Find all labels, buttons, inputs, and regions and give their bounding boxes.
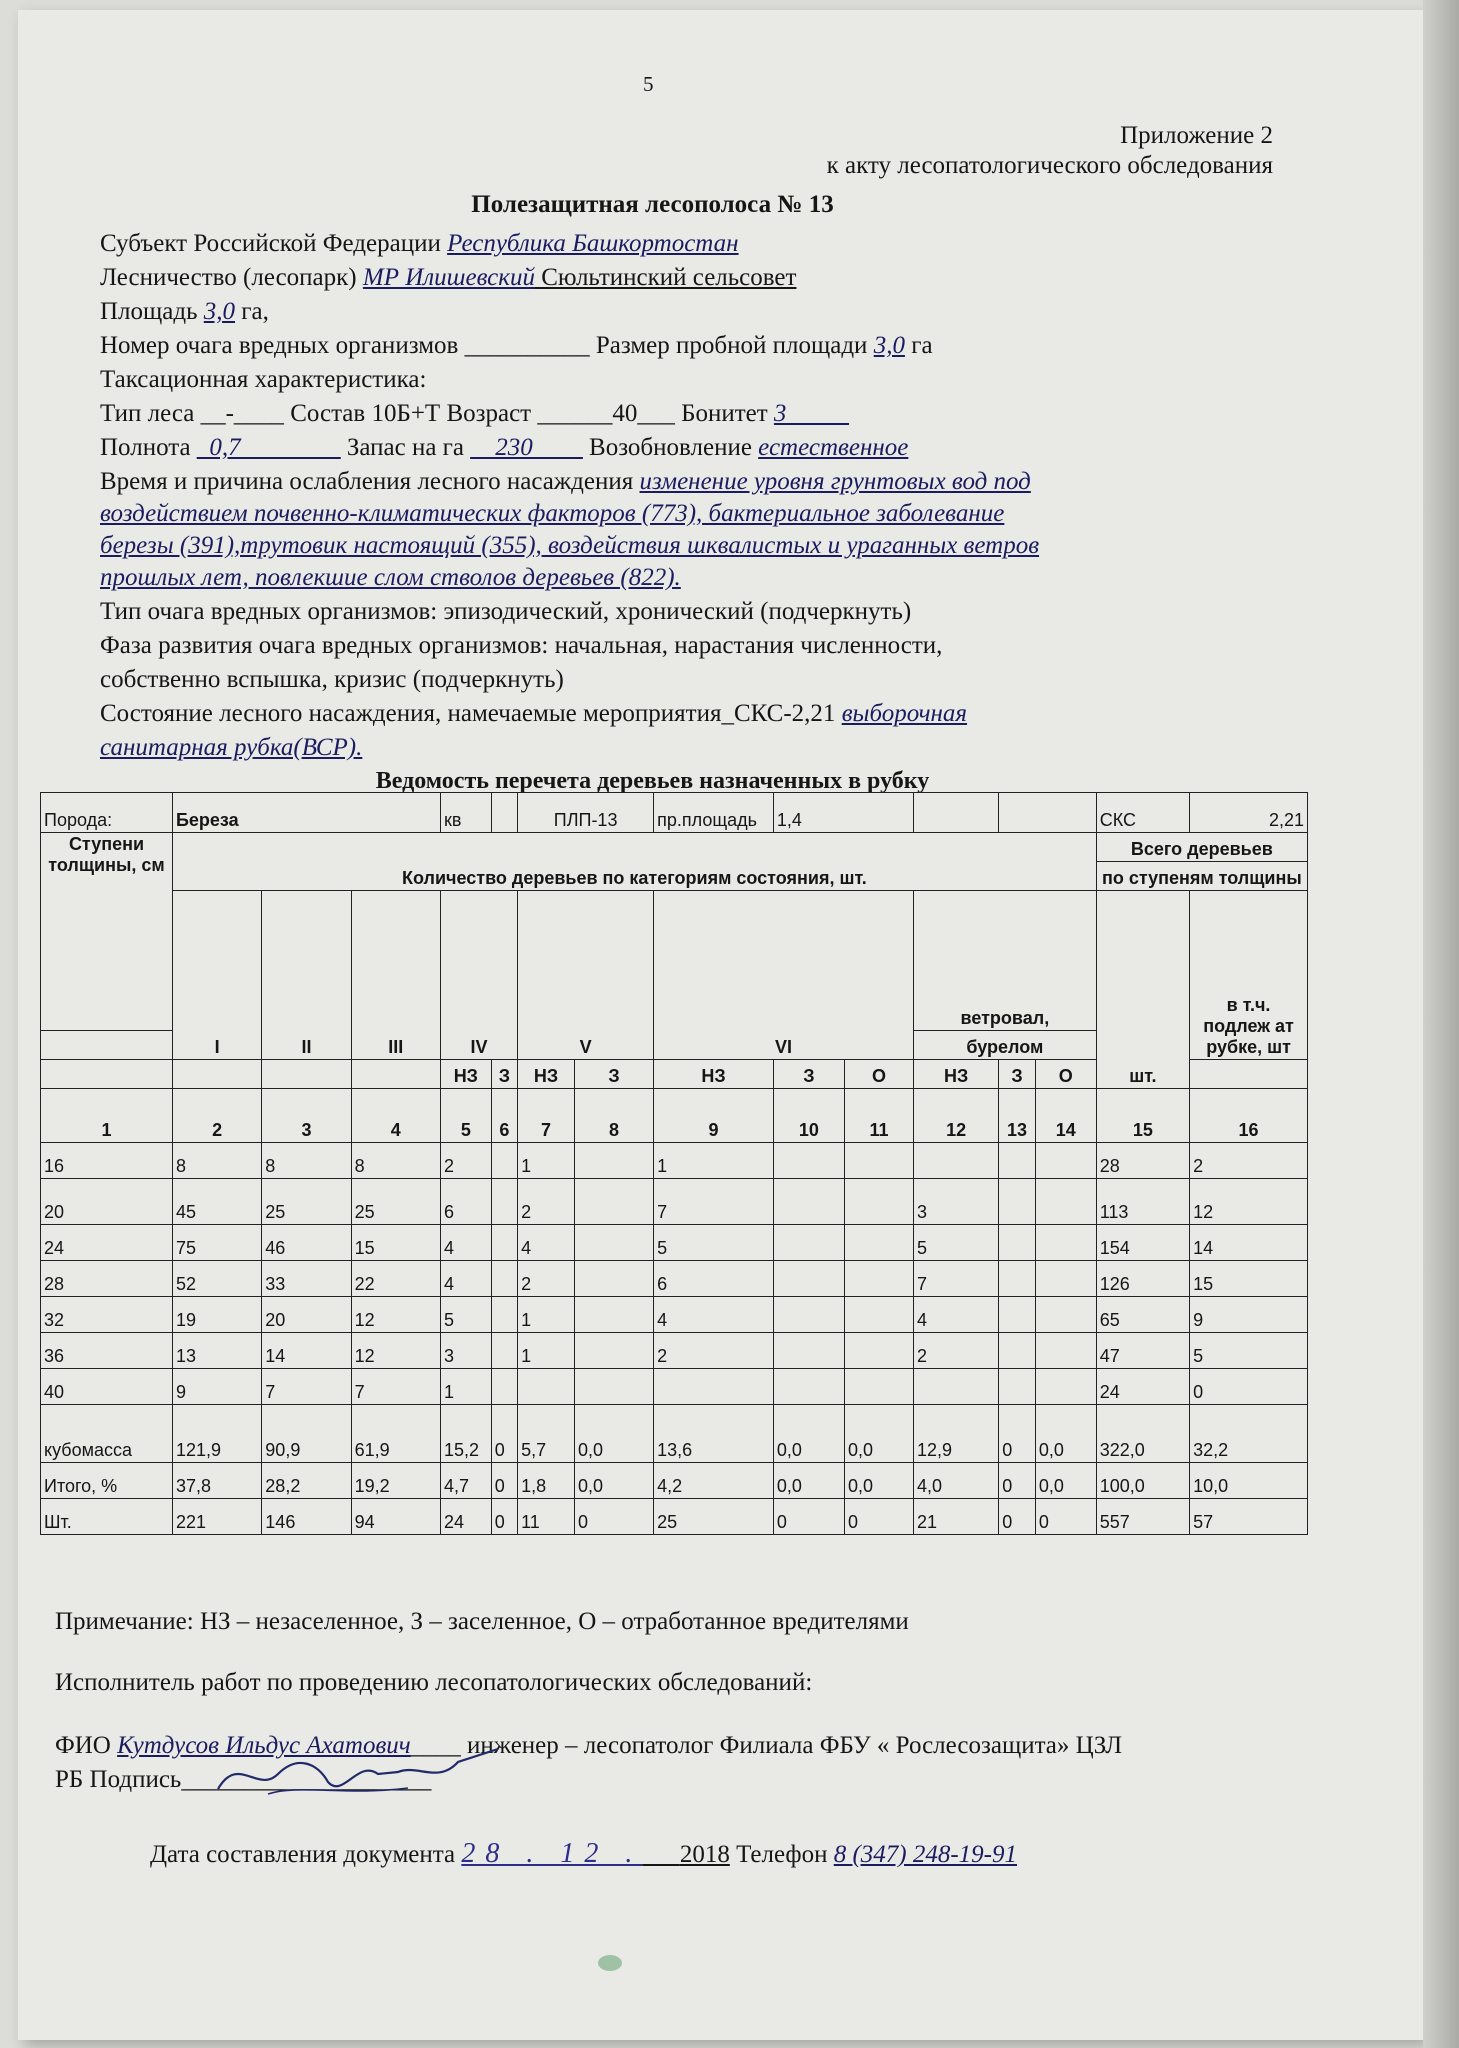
sks-value: 2,21: [1190, 793, 1308, 833]
focus-blank: __________: [464, 332, 590, 359]
regen-label: Возобновление: [582, 434, 759, 461]
table-cell: 52: [172, 1261, 261, 1297]
row-label: 36: [41, 1333, 173, 1369]
focus-type: Тип очага вредных организмов: эпизодический, хронический (подчеркнуть): [100, 598, 912, 625]
table-row: [41, 1297, 1308, 1333]
composition: Состав 10Б+Т Возраст: [283, 400, 538, 427]
table-cell: 0,0: [574, 1405, 653, 1463]
table-cell: 4,0: [914, 1463, 999, 1499]
table-cell: [999, 1297, 1036, 1333]
density-value: _0,7________: [196, 434, 341, 461]
table-cell: 4: [914, 1297, 999, 1333]
cat-III: III: [351, 891, 440, 1060]
table-cell: 1: [518, 1297, 575, 1333]
date-value: 28 . 12 .: [461, 1838, 643, 1869]
col-total: Всего деревьев: [1096, 833, 1307, 862]
date-label: Дата составления документа: [150, 1841, 462, 1868]
sub-header-cell: НЗ: [440, 1060, 491, 1089]
table-cell: 14: [1190, 1225, 1308, 1261]
table-row: [41, 1369, 1308, 1405]
subject-value: Республика Башкортостан: [447, 230, 739, 257]
reason-value-2: воздействием почвенно-климатических факторов (773), бактериальное заболевание: [100, 500, 1005, 527]
table-cell: 25: [262, 1179, 351, 1225]
table-cell: 3: [914, 1179, 999, 1225]
table-cell: [654, 1369, 774, 1405]
table-cell: [491, 1261, 517, 1297]
forestry-line: [100, 262, 796, 294]
sub-header-cell: НЗ: [518, 1060, 575, 1089]
taxation-label: Таксационная характеристика:: [100, 366, 427, 393]
table-cell: 0,0: [773, 1463, 844, 1499]
phase-line-2: собственно вспышка, кризис (подчеркнуть): [100, 666, 564, 693]
table-cell: 146: [262, 1499, 351, 1535]
table-cell: 3: [440, 1333, 491, 1369]
date-line: [150, 1838, 1017, 1871]
column-number: 14: [1035, 1089, 1096, 1143]
table-cell: 4: [440, 1261, 491, 1297]
phone-label: Телефон: [729, 1841, 834, 1868]
table-cell: 2: [440, 1143, 491, 1179]
table-cell: 12: [351, 1333, 440, 1369]
forest-type-value: __-____: [200, 400, 284, 427]
table-cell: 47: [1096, 1333, 1189, 1369]
sub-header-cell: З: [773, 1060, 844, 1089]
table-cell: 100,0: [1096, 1463, 1189, 1499]
table-cell: 0: [491, 1499, 517, 1535]
column-number: 15: [1096, 1089, 1189, 1143]
plp-value: ПЛП-13: [518, 793, 654, 833]
regen-value: естественное: [758, 434, 909, 461]
reason-label: Время и причина ослабления лесного насаждения: [100, 468, 640, 495]
table-cell: 0: [574, 1499, 653, 1535]
table-cell: [773, 1179, 844, 1225]
sub-header-cell: О: [1035, 1060, 1096, 1089]
row-label: 20: [41, 1179, 173, 1225]
forestry-value: МР Илишевский: [362, 264, 535, 291]
table-cell: 0: [491, 1405, 517, 1463]
table-cell: 5: [654, 1225, 774, 1261]
table-cell: [773, 1143, 844, 1179]
appendix-line-1: Приложение 2: [1120, 122, 1273, 149]
sub-header-cell: НЗ: [654, 1060, 774, 1089]
cat-VI: VI: [654, 891, 914, 1060]
table-cell: 11: [518, 1499, 575, 1535]
table-cell: 9: [172, 1369, 261, 1405]
table-cell: 4: [654, 1297, 774, 1333]
table-row: [41, 1179, 1308, 1225]
table-cell: 5: [440, 1297, 491, 1333]
phone-value: 8 (347) 248-19-91: [833, 1841, 1018, 1868]
table-cell: 2: [914, 1333, 999, 1369]
sample-unit: га: [904, 332, 933, 359]
table-cell: 1: [654, 1143, 774, 1179]
table-cell: 557: [1096, 1499, 1189, 1535]
column-number: 4: [351, 1089, 440, 1143]
breed-value: Береза: [172, 793, 440, 833]
page-number: 5: [643, 72, 654, 96]
col-incl: в т.ч. подлеж ат рубке, шт: [1190, 891, 1308, 1060]
area-value-cell: 1,4: [773, 793, 913, 833]
table-cell: [773, 1225, 844, 1261]
stock-value: __230____: [470, 434, 583, 461]
focus-line: [100, 330, 933, 362]
table-cell: [491, 1297, 517, 1333]
table-cell: [574, 1179, 653, 1225]
row-label: 40: [41, 1369, 173, 1405]
table-cell: [574, 1225, 653, 1261]
state-value-2: санитарная рубка(ВСР).: [100, 734, 363, 761]
position: инженер – лесопатолог Филиала ФБУ « Рослесозащита» ЦЗЛ: [460, 1732, 1123, 1759]
reason-line-1: [100, 466, 1031, 498]
table-cell: 46: [262, 1225, 351, 1261]
fio-blank: ____: [410, 1732, 461, 1759]
table-cell: 0,0: [1035, 1405, 1096, 1463]
sign-line: ____________________: [181, 1766, 432, 1793]
table-cell: 6: [440, 1179, 491, 1225]
table-cell: 13,6: [654, 1405, 774, 1463]
executor: Исполнитель работ по проведению лесопатологических обследований:: [55, 1669, 813, 1696]
table-cell: 7: [914, 1261, 999, 1297]
breed-label: Порода:: [41, 793, 173, 833]
table-cell: 13: [172, 1333, 261, 1369]
row-label: кубомасса: [41, 1405, 173, 1463]
table-cell: 1: [440, 1369, 491, 1405]
table-cell: [1035, 1297, 1096, 1333]
table-cell: 94: [351, 1499, 440, 1535]
sub-header-cell: З: [491, 1060, 517, 1089]
table-cell: [1035, 1369, 1096, 1405]
table-cell: [773, 1297, 844, 1333]
table-cell: [574, 1261, 653, 1297]
table-cell: 6: [654, 1261, 774, 1297]
table-cell: 7: [262, 1369, 351, 1405]
bonitet-label: Бонитет: [674, 400, 774, 427]
table-cell: [999, 1179, 1036, 1225]
table-cell: 75: [172, 1225, 261, 1261]
table-cell: [1035, 1261, 1096, 1297]
sample-value: 3,0: [873, 332, 905, 359]
row-label: Шт.: [41, 1499, 173, 1535]
table-cell: 24: [440, 1499, 491, 1535]
row-label: 28: [41, 1261, 173, 1297]
state-line: [100, 698, 967, 730]
table-cell: 24: [1096, 1369, 1189, 1405]
table-cell: 28: [1096, 1143, 1189, 1179]
col-steps: Ступени толщины, см: [41, 833, 173, 1031]
density-label: Полнота: [100, 434, 197, 461]
table-cell: 126: [1096, 1261, 1189, 1297]
windbreak-label: бурелом: [914, 1031, 1097, 1060]
table-cell: [491, 1179, 517, 1225]
area-line: [100, 296, 269, 328]
table-cell: 10,0: [1190, 1463, 1308, 1499]
table-cell: 0: [491, 1463, 517, 1499]
table-cell: [491, 1333, 517, 1369]
forest-type-label: Тип леса: [100, 400, 201, 427]
table-cell: [999, 1143, 1036, 1179]
table-cell: 37,8: [172, 1463, 261, 1499]
row-label: 32: [41, 1297, 173, 1333]
forestry-value-2: Сюльтинский сельсовет: [534, 264, 797, 291]
table-cell: 28,2: [262, 1463, 351, 1499]
table-cell: 22: [351, 1261, 440, 1297]
row-label: Итого, %: [41, 1463, 173, 1499]
column-number: 2: [172, 1089, 261, 1143]
table-cell: 4: [440, 1225, 491, 1261]
document-title: Полезащитная лесополоса № 13: [471, 191, 834, 218]
table-cell: 2: [654, 1333, 774, 1369]
sks-label: СКС: [1096, 793, 1189, 833]
sub-header-cell: О: [844, 1060, 913, 1089]
table-cell: 2: [518, 1179, 575, 1225]
forestry-label: Лесничество (лесопарк): [100, 264, 363, 291]
sub-header-cell: З: [999, 1060, 1036, 1089]
table-cell: 25: [654, 1499, 774, 1535]
fio-label: ФИО: [55, 1732, 118, 1759]
reason-value-4: прошлых лет, повлекшие слом стволов деревьев (822).: [100, 564, 681, 591]
column-number: 5: [440, 1089, 491, 1143]
area-label-cell: пр.площадь: [654, 793, 774, 833]
column-number-row: [41, 1089, 1308, 1143]
table-cell: [844, 1261, 913, 1297]
table-cell: 5: [1190, 1333, 1308, 1369]
table-row: [41, 1143, 1308, 1179]
table-cell: 33: [262, 1261, 351, 1297]
forest-type-line: [100, 398, 849, 430]
table-cell: [773, 1333, 844, 1369]
table-cell: 15: [351, 1225, 440, 1261]
table-cell: 0: [773, 1499, 844, 1535]
area-unit: га,: [235, 298, 269, 325]
appendix-line-2: к акту лесопатологического обследования: [826, 152, 1273, 179]
cat-IV: IV: [440, 891, 517, 1060]
focus-label: Номер очага вредных организмов: [100, 332, 465, 359]
tree-count-table: [40, 792, 1308, 1535]
table-cell: [1035, 1143, 1096, 1179]
table-header-main: [41, 833, 1308, 862]
table-row: [41, 1225, 1308, 1261]
table-cell: 5: [914, 1225, 999, 1261]
table-cell: [1035, 1179, 1096, 1225]
table-cell: [999, 1261, 1036, 1297]
table-cell: 61,9: [351, 1405, 440, 1463]
table-cell: 2: [518, 1261, 575, 1297]
table-cell: 7: [351, 1369, 440, 1405]
table-cell: [999, 1333, 1036, 1369]
bonitet-value: 3_____: [773, 400, 849, 427]
table-cell: [574, 1333, 653, 1369]
table-cell: 15: [1190, 1261, 1308, 1297]
column-number: 6: [491, 1089, 517, 1143]
row-label: 16: [41, 1143, 173, 1179]
table-cell: [844, 1333, 913, 1369]
cat-II: II: [262, 891, 351, 1060]
subject-line: [100, 228, 739, 260]
percent-row: [41, 1463, 1308, 1499]
windfall-label: ветровал,: [914, 891, 1097, 1031]
note: Примечание: НЗ – незаселенное, З – заселенное, О – отработанное вредителями: [55, 1608, 909, 1635]
table-cell: 32,2: [1190, 1405, 1308, 1463]
page-stack-edge: [1423, 0, 1459, 2048]
table-cell: 4,7: [440, 1463, 491, 1499]
table-cell: [844, 1297, 913, 1333]
table-cell: [999, 1369, 1036, 1405]
subject-label: Субъект Российской Федерации: [100, 230, 448, 257]
table-cell: 1,8: [518, 1463, 575, 1499]
handwritten-signature: [208, 1744, 508, 1804]
table-cell: [773, 1369, 844, 1405]
table-cell: [574, 1297, 653, 1333]
table-cell: 7: [654, 1179, 774, 1225]
table-cell: 21: [914, 1499, 999, 1535]
table-cell: 8: [172, 1143, 261, 1179]
date-year: 2018: [679, 1841, 730, 1868]
table-cell: 25: [351, 1179, 440, 1225]
sub-header-cell: З: [574, 1060, 653, 1089]
table-cell: [491, 1225, 517, 1261]
table-cell: 154: [1096, 1225, 1189, 1261]
reason-value-3: березы (391),трутовик настоящий (355), воздействия шквалистых и ураганных ветров: [100, 532, 1040, 559]
column-number: 16: [1190, 1089, 1308, 1143]
table-cell: 0: [999, 1499, 1036, 1535]
table-cell: [518, 1369, 575, 1405]
table-row: [41, 1261, 1308, 1297]
table-cell: 9: [1190, 1297, 1308, 1333]
fio-value: Кутдусов Ильдус Ахатович: [117, 1732, 411, 1759]
table-cell: 12: [351, 1297, 440, 1333]
table-cell: 0: [999, 1463, 1036, 1499]
table-cell: [914, 1143, 999, 1179]
table-cell: 221: [172, 1499, 261, 1535]
age-value: ______40___: [537, 400, 675, 427]
table-cell: [491, 1143, 517, 1179]
table-cell: 57: [1190, 1499, 1308, 1535]
table-cell: [844, 1179, 913, 1225]
phase-line-1: Фаза развития очага вредных организмов: начальная, нарастания численности,: [100, 632, 943, 659]
kv-label: кв: [440, 793, 491, 833]
column-number: 1: [41, 1089, 173, 1143]
table-cell: 0: [1035, 1499, 1096, 1535]
pieces-row: [41, 1499, 1308, 1535]
table-cell: 45: [172, 1179, 261, 1225]
table-cell: 15,2: [440, 1405, 491, 1463]
ink-mark: [598, 1955, 622, 1971]
column-number: 3: [262, 1089, 351, 1143]
table-cell: 4: [518, 1225, 575, 1261]
table-cell: 1: [518, 1143, 575, 1179]
column-number: 12: [914, 1089, 999, 1143]
table-row: [41, 1333, 1308, 1369]
table-cell: 19,2: [351, 1463, 440, 1499]
table-cell: 0,0: [574, 1463, 653, 1499]
area-value: 3,0: [203, 298, 235, 325]
table-cell: 0,0: [1035, 1463, 1096, 1499]
table-cell: 12,9: [914, 1405, 999, 1463]
table-title: Ведомость перечета деревьев назначенных в рубку: [375, 768, 930, 794]
table-cell: 65: [1096, 1297, 1189, 1333]
table-cell: [844, 1369, 913, 1405]
stock-label: Запас на га: [340, 434, 471, 461]
table-cell: 14: [262, 1333, 351, 1369]
density-line: [100, 432, 908, 464]
appendix-header: [827, 121, 1273, 181]
table-header-row: [41, 793, 1308, 833]
row-label: 24: [41, 1225, 173, 1261]
table-cell: 0: [999, 1405, 1036, 1463]
cat-V: V: [518, 891, 654, 1060]
table-cell: 20: [262, 1297, 351, 1333]
table-cell: 1: [518, 1333, 575, 1369]
col-count: Количество деревьев по категориям состояния, шт.: [172, 833, 1096, 891]
column-number: 8: [574, 1089, 653, 1143]
table-cell: [844, 1143, 913, 1179]
table-cell: [914, 1369, 999, 1405]
table-cell: [491, 1369, 517, 1405]
cat-I: I: [172, 891, 261, 1060]
table-cell: [773, 1261, 844, 1297]
column-number: 11: [844, 1089, 913, 1143]
table-cell: 0: [1190, 1369, 1308, 1405]
table-cell: 90,9: [262, 1405, 351, 1463]
state-value-1: выборочная: [841, 700, 968, 727]
table-cell: [999, 1225, 1036, 1261]
column-number: 10: [773, 1089, 844, 1143]
sht-label: шт.: [1096, 891, 1189, 1089]
table-cell: 8: [262, 1143, 351, 1179]
table-cell: 0,0: [844, 1463, 913, 1499]
col-by-steps: по ступеням толщины: [1096, 862, 1307, 891]
table-cell: 19: [172, 1297, 261, 1333]
table-cell: 12: [1190, 1179, 1308, 1225]
sign-label: РБ Подпись: [55, 1766, 182, 1793]
table-cell: 322,0: [1096, 1405, 1189, 1463]
table-cell: 5,7: [518, 1405, 575, 1463]
volume-row: [41, 1405, 1308, 1463]
table-cell: [574, 1369, 653, 1405]
state-label: Состояние лесного насаждения, намечаемые мероприятия_СКС-2,21: [100, 700, 842, 727]
table-cell: 2: [1190, 1143, 1308, 1179]
table-cell: 4,2: [654, 1463, 774, 1499]
column-number: 7: [518, 1089, 575, 1143]
sample-label: Размер пробной площади: [589, 332, 874, 359]
table-cell: [844, 1225, 913, 1261]
table-cell: [574, 1143, 653, 1179]
reason-value-1: изменение уровня грунтовых вод под: [639, 468, 1031, 495]
table-cell: 8: [351, 1143, 440, 1179]
column-number: 13: [999, 1089, 1036, 1143]
table-cell: 0,0: [844, 1405, 913, 1463]
table-cell: [1035, 1333, 1096, 1369]
table-cell: 0: [844, 1499, 913, 1535]
table-cell: 121,9: [172, 1405, 261, 1463]
column-number: 9: [654, 1089, 774, 1143]
area-label: Площадь: [100, 298, 204, 325]
table-cell: [1035, 1225, 1096, 1261]
table-cell: 0,0: [773, 1405, 844, 1463]
sub-header-cell: НЗ: [914, 1060, 999, 1089]
table-cell: 113: [1096, 1179, 1189, 1225]
